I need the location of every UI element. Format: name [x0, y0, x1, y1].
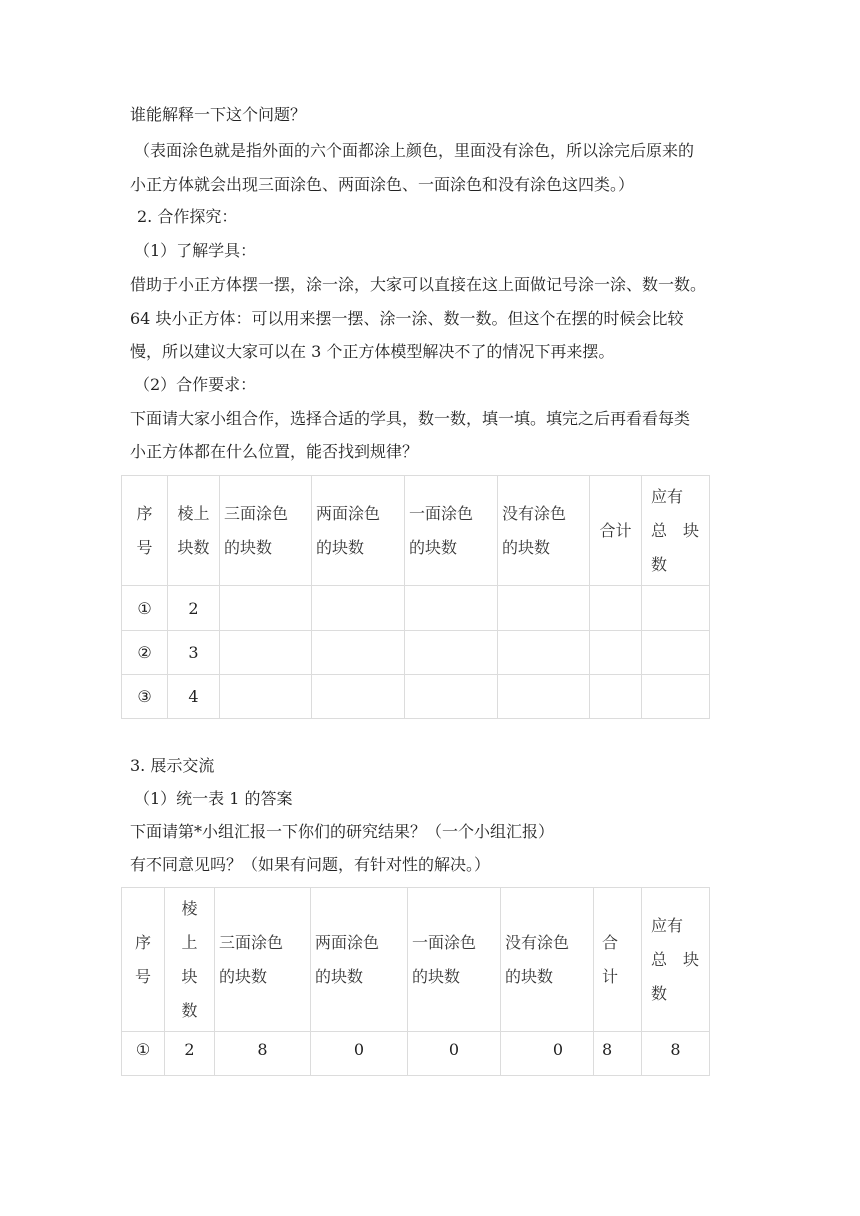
cell-two-face: 0 — [311, 1032, 408, 1076]
header-sum: 合计 — [590, 476, 642, 586]
section-heading-3: 3. 展示交流 — [130, 756, 215, 775]
header-one-face: 一面涂色 的块数 — [405, 476, 498, 586]
input-cell — [642, 631, 710, 675]
header-two-face: 两面涂色 的块数 — [312, 476, 405, 586]
table-row — [122, 675, 710, 719]
header-total: 应有 总 块 数 — [642, 476, 710, 586]
cell-total: 8 — [642, 1032, 710, 1076]
input-cell — [498, 675, 590, 719]
input-cell — [590, 675, 642, 719]
header-edge: 棱上 块数 — [168, 476, 220, 586]
row-edge: 3 — [168, 631, 220, 675]
input-cell — [312, 586, 405, 631]
subheading-learning-tools: （1）了解学具： — [134, 241, 257, 260]
row-edge: 2 — [168, 586, 220, 631]
row-edge: 4 — [168, 675, 220, 719]
input-cell — [642, 586, 710, 631]
input-cell — [498, 631, 590, 675]
header-no-face: 没有涂色 的块数 — [501, 888, 594, 1032]
input-cell — [590, 586, 642, 631]
header-three-face: 三面涂色 的块数 — [220, 476, 312, 586]
header-two-face: 两面涂色 的块数 — [311, 888, 408, 1032]
input-cell — [590, 631, 642, 675]
header-three-face: 三面涂色 的块数 — [215, 888, 311, 1032]
header-total: 应有 总 块 数 — [642, 888, 710, 1032]
row-no: ① — [122, 586, 168, 631]
paragraph-line: 有不同意见吗？（如果有问题，有针对性的解决。） — [130, 855, 491, 874]
paragraph-line: 下面请第*小组汇报一下你们的研究结果？（一个小组汇报） — [130, 822, 555, 841]
cell-one-face: 0 — [408, 1032, 501, 1076]
table-2 — [121, 887, 710, 1076]
row-no: ② — [122, 631, 168, 675]
row-edge: 2 — [165, 1032, 215, 1076]
subheading-cooperation: （2）合作要求： — [134, 375, 257, 394]
paragraph-line: 小正方体都在什么位置，能否找到规律？ — [130, 442, 419, 461]
header-no: 序 号 — [122, 476, 168, 586]
input-cell — [220, 631, 312, 675]
input-cell — [312, 675, 405, 719]
subheading-unify-answers: （1）统一表 1 的答案 — [134, 789, 293, 808]
paragraph-line: 下面请大家小组合作，选择合适的学具，数一数，填一填。填完之后再看看每类 — [130, 409, 691, 428]
input-cell — [220, 675, 312, 719]
header-sum: 合 计 — [594, 888, 642, 1032]
table-row — [122, 1032, 710, 1076]
table-1 — [121, 475, 710, 719]
input-cell — [405, 631, 498, 675]
input-cell — [498, 586, 590, 631]
header-no-face: 没有涂色 的块数 — [498, 476, 590, 586]
section-heading-2: 2. 合作探究： — [137, 207, 238, 226]
answer-line-2: 小正方体就会出现三面涂色、两面涂色、一面涂色和没有涂色这四类。） — [130, 175, 635, 194]
header-no: 序 号 — [122, 888, 165, 1032]
input-cell — [405, 586, 498, 631]
paragraph-line: 借助于小正方体摆一摆，涂一涂，大家可以直接在这上面做记号涂一涂、数一数。 — [130, 275, 707, 294]
answer-line-1: （表面涂色就是指外面的六个面都涂上颜色，里面没有涂色，所以涂完后原来的 — [134, 141, 695, 160]
table-header-row — [122, 476, 710, 586]
input-cell — [220, 586, 312, 631]
header-one-face: 一面涂色 的块数 — [408, 888, 501, 1032]
question-text: 谁能解释一下这个问题？ — [130, 105, 307, 124]
row-no: ① — [122, 1032, 165, 1076]
table-row — [122, 586, 710, 631]
input-cell — [312, 631, 405, 675]
input-cell — [642, 675, 710, 719]
table-row — [122, 631, 710, 675]
table-header-row — [122, 888, 710, 1032]
row-no: ③ — [122, 675, 168, 719]
paragraph-line: 64 块小正方体：可以用来摆一摆、涂一涂、数一数。但这个在摆的时候会比较 — [130, 309, 684, 328]
input-cell — [405, 675, 498, 719]
cell-sum: 8 — [594, 1032, 642, 1076]
cell-no-face: 0 — [501, 1032, 594, 1076]
header-edge: 棱 上 块 数 — [165, 888, 215, 1032]
cell-three-face: 8 — [215, 1032, 311, 1076]
paragraph-line: 慢，所以建议大家可以在 3 个正方体模型解决不了的情况下再来摆。 — [130, 342, 615, 361]
